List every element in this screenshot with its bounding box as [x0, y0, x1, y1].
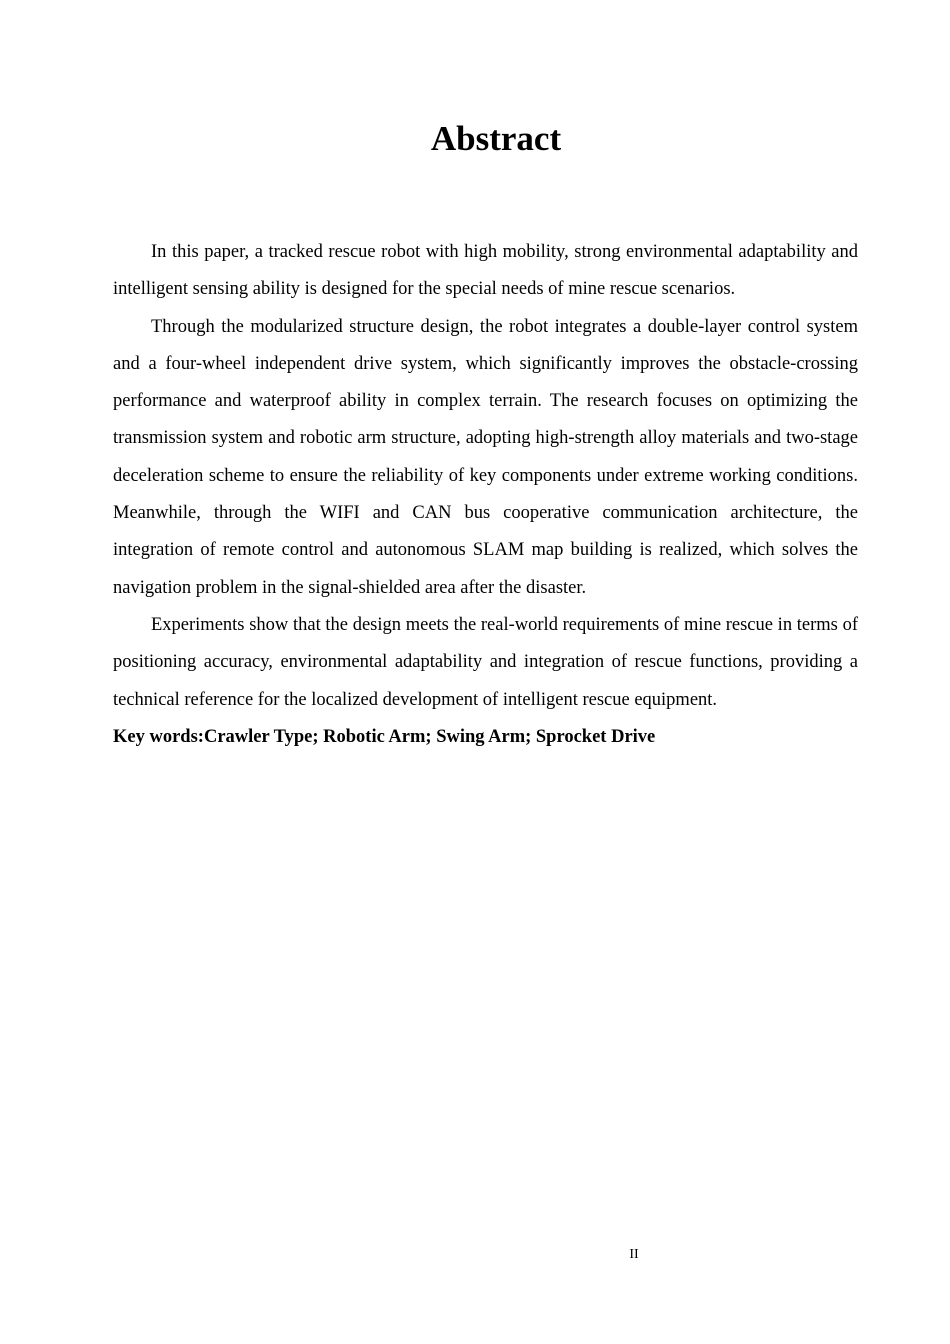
- abstract-paragraph-3: Experiments show that the design meets the real-world requirements of mine rescue in terms of positioning accuracy, environmental adaptability and integration of rescue functions, providing a technical reference for the localized development of intelligent rescue equipment.: [113, 614, 858, 710]
- abstract-paragraph-1: In this paper, a tracked rescue robot with high mobility, strong environmental adaptability and intelligent sensing ability is designed for the special needs of mine rescue scenarios.: [113, 242, 858, 300]
- page-number: II: [629, 1247, 639, 1262]
- abstract-body: [113, 234, 858, 756]
- keywords-list: Crawler Type; Robotic Arm; Swing Arm; Sprocket Drive: [203, 726, 656, 747]
- abstract-paragraph-2: Through the modularized structure design, the robot integrates a double-layer control system and a four-wheel independent drive system, which significantly improves the obstacle-crossing performance and waterproof ability in complex terrain. The research focuses on optimizing the transmission system and robotic arm structure, adopting high-strength alloy materials and two-stage deceleration scheme to ensure the reliability of key components under extreme working conditions. Meanwhile, through the WIFI and CAN bus cooperative communication architecture, the integration of remote control and autonomous SLAM map building is realized, which solves the navigation problem in the signal-shielded area after the disaster.: [113, 316, 858, 598]
- abstract-title: Abstract: [430, 119, 562, 158]
- keywords-line: [113, 719, 858, 756]
- keywords-label: Key words:: [113, 726, 204, 747]
